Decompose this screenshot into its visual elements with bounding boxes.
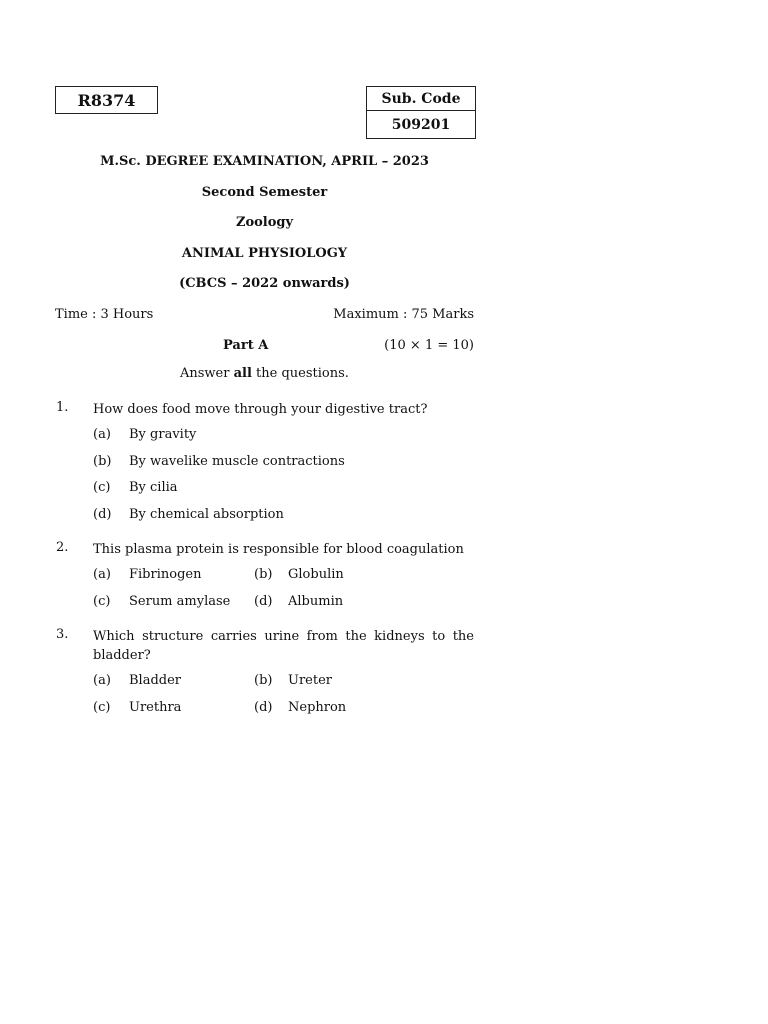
course-title: ANIMAL PHYSIOLOGY	[181, 246, 348, 261]
question-text: How does food move through your digestive tract?	[93, 402, 428, 417]
option-text: Nephron	[288, 700, 347, 715]
option-text: Ureter	[288, 673, 332, 688]
option-text: By chemical absorption	[129, 507, 284, 522]
part-heading: Part A	[223, 338, 269, 353]
option-label: (d)	[93, 507, 112, 522]
maximum-marks: Maximum : 75 Marks	[333, 307, 474, 322]
option-label: (d)	[254, 700, 273, 715]
question-text: This plasma protein is responsible for blood coagulation	[93, 542, 464, 557]
option-text: Albumin	[288, 594, 344, 609]
exam-title: M.Sc. DEGREE EXAMINATION, APRIL – 2023	[100, 154, 429, 169]
option-label: (a)	[93, 427, 111, 442]
option-label: (c)	[93, 480, 111, 495]
option-text: By wavelike muscle contractions	[129, 454, 345, 469]
option-label: (c)	[93, 594, 111, 609]
option-text: Urethra	[129, 700, 182, 715]
option-label: (a)	[93, 567, 111, 582]
scheme: (CBCS – 2022 onwards)	[179, 276, 350, 291]
part-marks: (10 × 1 = 10)	[384, 338, 474, 353]
exam-meta	[55, 307, 474, 322]
instruction	[180, 366, 349, 381]
option-text: By gravity	[129, 427, 197, 442]
paper-code: R8374	[77, 90, 136, 110]
option-text: Bladder	[129, 673, 182, 688]
option-label: (b)	[93, 454, 112, 469]
option-text: Fibrinogen	[129, 567, 202, 582]
option-label: (b)	[254, 567, 273, 582]
sub-code-box	[366, 86, 476, 139]
instruction-pre: Answer	[180, 366, 234, 381]
option-label: (b)	[254, 673, 273, 688]
option-label: (d)	[254, 594, 273, 609]
instruction-emphasis: all	[233, 366, 252, 381]
time-allowed: Time : 3 Hours	[55, 307, 154, 322]
semester: Second Semester	[201, 185, 328, 200]
option-text: Serum amylase	[129, 594, 231, 609]
question-text: Which structure carries urine from the kidneys to the bladder?	[93, 629, 474, 663]
subject: Zoology	[235, 215, 294, 230]
question-number: 3.	[56, 627, 69, 642]
option-text: Globulin	[288, 567, 344, 582]
option-label: (c)	[93, 700, 111, 715]
question-number: 2.	[56, 540, 69, 555]
option-text: By cilia	[129, 480, 178, 495]
instruction-post: the questions.	[251, 366, 349, 381]
paper-code-box	[55, 86, 158, 114]
question-number: 1.	[56, 400, 69, 415]
sub-code-value: 509201	[367, 110, 475, 138]
sub-code-label: Sub. Code	[381, 90, 461, 107]
option-label: (a)	[93, 673, 111, 688]
